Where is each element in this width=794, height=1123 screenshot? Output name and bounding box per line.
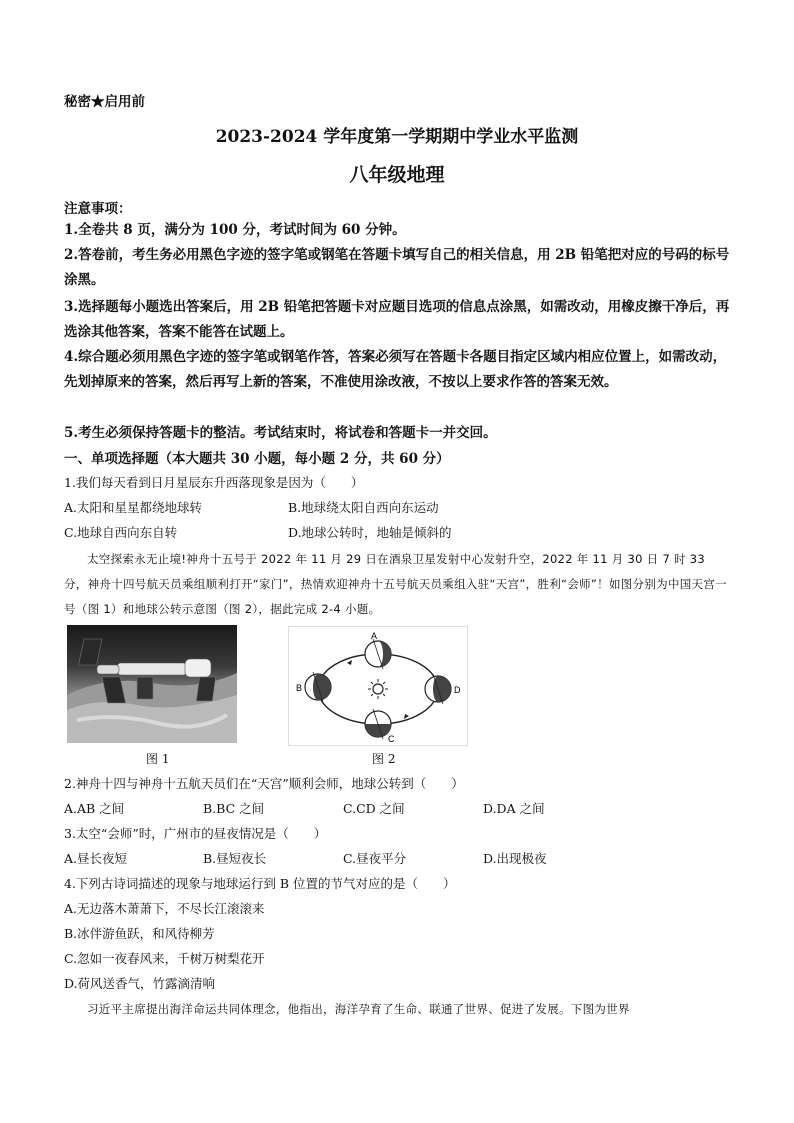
q3-option-b: B.昼短夜长: [203, 851, 267, 866]
q1-option-b: B.地球绕太阳自西向东运动: [288, 500, 439, 515]
q2-stem: 2.神舟十四与神舟十五航天员们在“天宫”顺利会师，地球公转到（ ）: [64, 776, 464, 791]
q1-stem: 1.我们每天看到日月星辰东升西落现象是因为（ ）: [64, 475, 364, 490]
figure-2-earth-orbit: [288, 626, 468, 746]
q2-option-d: D.DA 之间: [483, 801, 545, 816]
exam-subtitle: 八年级地理: [349, 164, 445, 186]
q1-option-a: A.太阳和星星都绕地球转: [64, 500, 203, 515]
sun-icon: [368, 679, 388, 699]
q4-option-a: A.无边落木萧萧下，不尽长江滚滚来: [64, 901, 265, 916]
note-item-1: 1.全卷共 8 页，满分为 100 分，考试时间为 60 分钟。: [64, 222, 406, 238]
label-d: D: [454, 685, 461, 695]
note-item-4: 4.综合题必须用黑色字迹的签字笔或钢笔作答，答案必须写在答题卡各题目指定区域内相应位置上，如需改动，先划掉原来的答案，然后再写上新的答案，不准使用涂改液，不按以上要求作答的答案无效。: [64, 349, 727, 390]
figure-1-space-station: [67, 625, 237, 743]
q4-option-b: B.冰伴游鱼跃，和风待柳芳: [64, 926, 215, 941]
q1-option-c: C.地球自西向东自转: [64, 525, 178, 540]
q2-option-b: B.BC 之间: [203, 801, 265, 816]
confidential-mark: 秘密★启用前: [64, 94, 145, 110]
q3-option-c: C.昼夜平分: [343, 851, 407, 866]
q4-option-d: D.荷风送香气，竹露滴清响: [64, 976, 216, 991]
q2-option-a: A.AB 之间: [64, 801, 125, 816]
passage-ocean: 习近平主席提出海洋命运共同体理念，他指出，海洋孕育了生命、联通了世界、促进了发展。下图为世界: [87, 1002, 630, 1016]
note-item-3: 3.选择题每小题选出答案后，用 2B 铅笔把答题卡对应题目选项的信息点涂黑，如需改动，用橡皮擦干净后，再选涂其他答案，答案不能答在试题上。: [64, 299, 730, 340]
q3-option-d: D.出现极夜: [483, 851, 547, 866]
note-item-2: 2.答卷前，考生务必用黑色字迹的签字笔或钢笔在答题卡填写自己的相关信息，用 2B 铅笔把对应的号码的标号涂黑。: [64, 247, 730, 288]
exam-title: 2023-2024 学年度第一学期期中学业水平监测: [215, 127, 579, 147]
notes-heading: 注意事项：: [64, 201, 132, 217]
label-b: B: [296, 683, 303, 693]
earth-b-icon: [305, 672, 331, 702]
q2-option-c: C.CD 之间: [343, 801, 405, 816]
q3-option-a: A.昼长夜短: [64, 851, 128, 866]
section-heading: 一、单项选择题（本大题共 30 小题，每小题 2 分，共 60 分）: [64, 451, 450, 467]
earth-d-icon: [425, 674, 451, 704]
note-item-5: 5.考生必须保持答题卡的整洁。考试结束时，将试卷和答题卡一并交回。: [64, 425, 497, 441]
label-a: A: [371, 631, 378, 641]
figure-2-caption: 图 2: [372, 752, 396, 766]
q4-stem: 4.下列古诗词描述的现象与地球运行到 B 位置的节气对应的是（ ）: [64, 876, 456, 891]
passage-shenzhou: 太空探索永无止境!神舟十五号于 2022 年 11 月 29 日在酒泉卫星发射中心发射升空，2022 年 11 月 30 日 7 时 33 分，神舟十四号航天员乘组顺利打开“家门”，热情欢迎神舟十五号航天员乘组入驻“天宫”，胜利“会师”！如图分别为中国天宫一号（图 1）和地球公转示意图（图 2），据此完成 2-4 小题。: [64, 552, 727, 616]
q4-option-c: C.忽如一夜春风来，千树万树梨花开: [64, 951, 265, 966]
q3-stem: 3.太空“会师”时，广州市的昼夜情况是（ ）: [64, 826, 327, 841]
earth-a-icon: [365, 639, 391, 669]
label-c: C: [388, 734, 395, 744]
q1-option-d: D.地球公转时，地轴是倾斜的: [288, 525, 452, 540]
figure-1-caption: 图 1: [146, 752, 170, 766]
